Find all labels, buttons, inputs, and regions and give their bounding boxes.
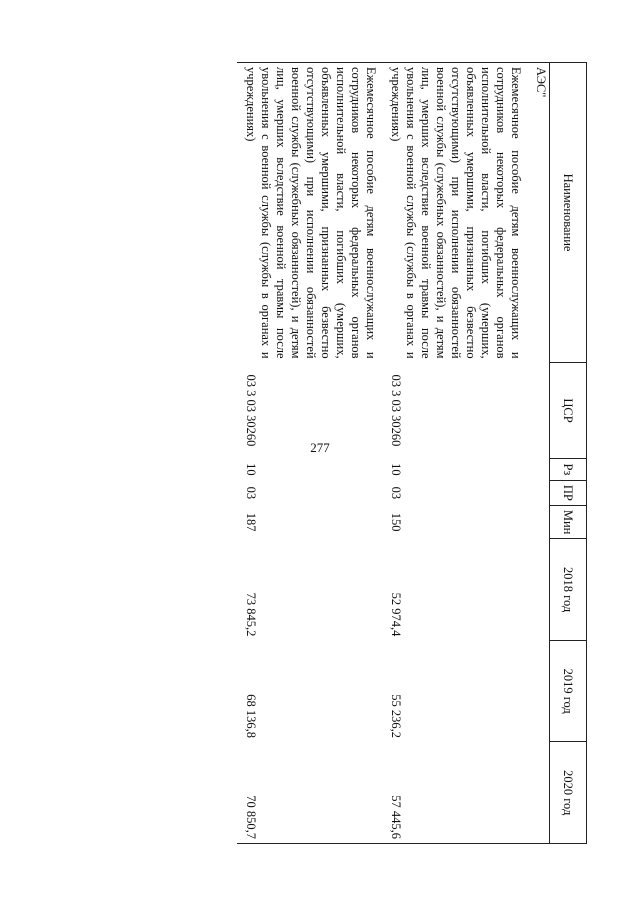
row-2018: 73 845,2 [244,592,258,637]
row-2019: 68 136,8 [244,694,258,738]
budget-table [237,62,587,844]
header-2018: 2018 год [550,539,587,641]
row-csr: 03 3 03 30260 [389,374,403,447]
row-pr: 03 [389,486,403,500]
header-2020: 2020 год [550,742,587,844]
row-min: 150 [389,512,403,532]
table-row [382,63,527,844]
header-2019: 2019 год [550,640,587,742]
table-header [550,63,587,844]
row-2018: 52 974,4 [389,592,403,637]
row-rz: 10 [389,463,403,476]
row-rz: 10 [244,463,258,476]
row-2020: 57 445,6 [382,742,527,844]
header-min: Мин [550,505,587,539]
row-csr: 03 3 03 30260 [244,374,258,447]
header-name: Наименование [550,63,587,363]
row-2020: 70 850,7 [237,742,382,844]
header-csr: ЦСР [550,363,587,459]
row-pr: 03 [244,486,258,500]
header-pr: ПР [550,480,587,505]
row-name: Ежемесячное пособие детям военнослужащих и сотрудников некоторых федеральных органов исполнительной власти, погибших (умерших, объявленных умершими, признанных безвестно отсутствующими) при исполнении обязанностей военной службы (служебных обязанностей), и детям лиц, умерших вследствие военной травмы после увольнения с военной службы (службы в органах и учреждениях) [237,63,382,363]
table-row [237,63,382,844]
rotated-page [59,62,587,844]
continuation-row [527,63,550,844]
header-rz: Рз [550,458,587,480]
row-2019: 55 236,2 [389,694,403,738]
continuation-text: АЭС" [527,63,550,363]
row-name: Ежемесячное пособие детям военнослужащих и сотрудников некоторых федеральных органов исполнительной власти, погибших (умерших, объявленных умершими, признанных безвестно отсутствующими) при исполнении обязанностей военной службы (служебных обязанностей), и детям лиц, умерших вследствие военной травмы после увольнения с военной службы (службы в органах и учреждениях) [382,63,527,363]
row-min: 187 [244,512,258,532]
page-number: 277 [310,440,330,455]
